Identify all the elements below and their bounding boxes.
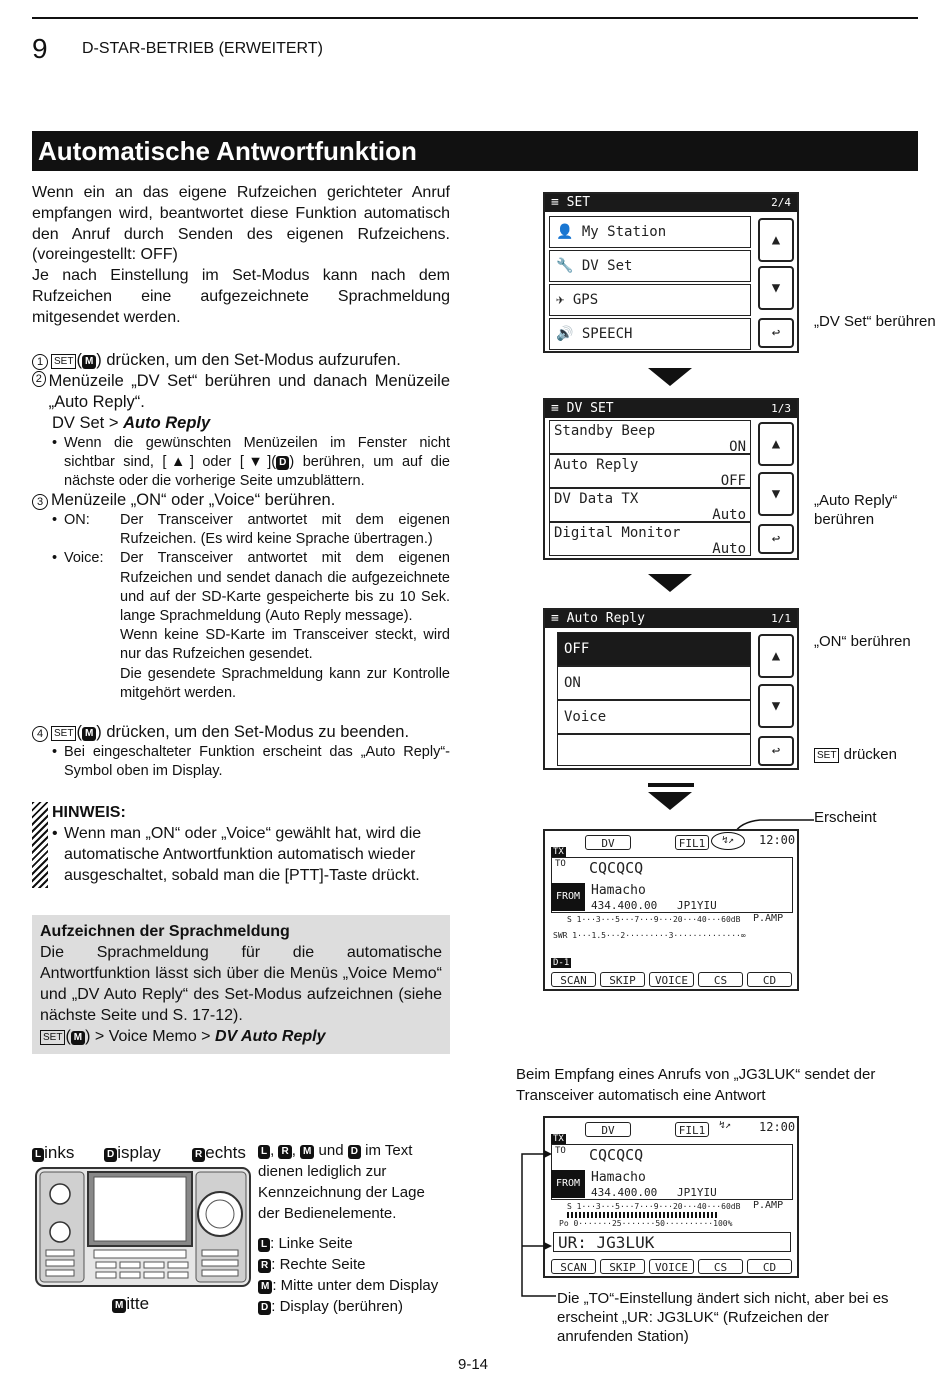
scroll-up-button[interactable]: ▲: [758, 634, 794, 678]
to-callsign: CQCQCQ: [589, 859, 644, 877]
call-box: [551, 857, 793, 913]
back-button[interactable]: ↩: [758, 524, 794, 554]
chapter-number: 9: [32, 33, 48, 64]
menu-item-dv-data-tx[interactable]: DV Data TX Auto: [549, 488, 751, 522]
callsign: JP1YIU: [677, 1186, 717, 1199]
cs-button[interactable]: CS: [698, 972, 743, 987]
option-voice[interactable]: Voice: [557, 700, 751, 734]
menu-item-standby-beep[interactable]: Standby Beep ON: [549, 420, 751, 454]
option-voice: • Voice: Der Transceiver antwortet mit dem eigenen Rufzeichen und sendet danach die aufgezeichnete und auf der SD-Karte gespeicherte bis zu 10 Sek. lange Sprachmeldung (Auto Reply message). Wenn keine SD-Karte im Transceiver steckt, wird nur das Rufzeichen gesendet. Die gesendete Sprachmeldung kann zur Kontrolle mitgehört werden.: [52, 550, 450, 701]
to-callsign: CQCQCQ: [589, 1146, 644, 1164]
top-rule: [32, 17, 918, 19]
label-display: D isplay: [104, 1143, 161, 1163]
caption-auto-reply: „Auto Reply“ berühren: [814, 492, 898, 528]
legend-item-d: : Display (berühren): [271, 1298, 403, 1315]
menu-item-my-station[interactable]: 👤 My Station: [549, 216, 751, 248]
section-title: Automatische Antwortfunktion: [32, 131, 918, 171]
ur-callsign: UR: JG3LUK: [553, 1232, 791, 1252]
cs-button[interactable]: CS: [698, 1259, 743, 1274]
caption-set: SET drücken: [814, 745, 897, 764]
callsign: JP1YIU: [677, 899, 717, 912]
menu-item-speech[interactable]: 🔊 SPEECH: [549, 318, 751, 350]
chapter-title: D-STAR-BETRIEB (ERWEITERT): [82, 40, 323, 57]
step-number: 3: [32, 494, 48, 510]
legend-item-l: : Linke Seite: [270, 1235, 353, 1252]
step-number: 4: [32, 726, 48, 742]
screen-dv-set-menu: ≡ DV SET 1/3 Standby Beep ON Auto Reply OFF DV Data TX Auto Digital Monitor Auto ▲ ▼ ↩: [543, 398, 799, 560]
option-empty: [557, 734, 751, 766]
mode-indicator: DV: [585, 1122, 631, 1137]
screen-set-menu: ≡ SET 2/4 👤 My Station 🔧 DV Set ✈ GPS 🔊 SPEECH ▲ ▼ ↩: [543, 192, 799, 353]
cd-button[interactable]: CD: [747, 972, 792, 987]
recording-path-bold: DV Auto Reply: [214, 1028, 326, 1045]
intro-paragraph-2: Je nach Einstellung im Set-Modus kann nach dem Rufzeichen eine aufgezeichnete Sprachmeldung mitgesendet werden.: [32, 267, 450, 326]
step-3: [32, 490, 450, 703]
transceiver-front-panel-icon: [34, 1166, 252, 1292]
label-mitte: M itte: [112, 1294, 149, 1314]
frequency: 434.400.00: [591, 1186, 658, 1199]
tx-indicator: TX: [553, 847, 564, 857]
legend-text: L , R , M und D im Text dienen lediglich zur Kennzeichnung der Lage der Bedienelemente. L : Linke Seite R : Rechte Seite M : Mitte unter dem Display D : Display (berühren): [258, 1142, 439, 1315]
cd-button[interactable]: CD: [747, 1259, 792, 1274]
step-1: 1 SET ( M ) drücken, um den Set-Modus aufzurufen.: [32, 350, 450, 371]
down-arrow-icon: [648, 792, 692, 810]
down-arrow-icon: ▼: [243, 454, 268, 471]
option-on: • ON: Der Transceiver antwortet mit dem eigenen Rufzeichen. (Es wird keine Sprache übertragen.): [52, 512, 450, 548]
note-hatch-icon: [32, 802, 48, 888]
filter-indicator: FIL1: [675, 1122, 709, 1137]
clock: 12:00: [759, 833, 796, 847]
scroll-down-button[interactable]: ▼: [758, 684, 794, 728]
from-name: Hamacho: [591, 883, 646, 898]
scan-button[interactable]: SCAN: [551, 1259, 596, 1274]
screen-header: Auto Reply: [566, 611, 645, 626]
scroll-down-button[interactable]: ▼: [758, 472, 794, 516]
step-4: 4 SET ( M ) drücken, um den Set-Modus zu beenden. • Bei eingeschalteter Funktion erscheint das „Auto Reply“-Symbol oben im Display.: [32, 722, 450, 781]
screen-ur-display: DV FIL1 ↯↗ 12:00 TX TO CQCQCQ FROM Hamacho 434.400.00 JP1YIU S 1···3···5···7···9···20···40···60dB P.AMP Po 0·······25·······50··········100% UR: JG3LUK SCAN SKIP VOICE CS CD: [543, 1116, 799, 1278]
intro-paragraph: Wenn ein an das eigene Rufzeichen gerichteter Anruf empfangen wird, beantwortet diese Funktion automatisch den Anruf durch Senden des eigenen Rufzeichens. (voreingestellt: OFF): [32, 184, 450, 264]
frequency: 434.400.00: [591, 899, 658, 912]
back-button[interactable]: ↩: [758, 736, 794, 766]
label-rechts: R echts: [192, 1143, 246, 1163]
note-title: HINWEIS:: [52, 804, 126, 821]
set-key-icon: SET: [51, 354, 76, 369]
m-key-icon: M: [82, 355, 96, 369]
double-arrow-bar: [648, 783, 694, 787]
signal-meter: [567, 1212, 717, 1218]
note-block: HINWEIS: • Wenn man „ON“ oder „Voice“ gewählt hat, wird die automatische Antwortfunktion automatisch wieder ausgeschaltet, sobald man die [PTT]-Taste drückt.: [52, 802, 450, 886]
set-key-icon: SET: [40, 1030, 65, 1045]
step-text: Menüzeile „DV Set“ berühren und danach Menüzeile „Auto Reply“.: [48, 372, 450, 411]
step-number: 1: [32, 354, 48, 370]
filter-indicator: FIL1: [675, 835, 709, 850]
menu-item-auto-reply[interactable]: Auto Reply OFF: [549, 454, 751, 488]
scroll-up-button[interactable]: ▲: [758, 422, 794, 466]
set-key-icon: SET: [814, 748, 839, 763]
mode-indicator: DV: [585, 835, 631, 850]
recording-text: Die Sprachmeldung für die automatische Antwortfunktion lässt sich über die Menüs „Voice Memo“ und „DV Auto Reply“ des Set-Modus aufzeichnen (siehe nächste Seite und S. 17-12).: [40, 944, 442, 1024]
caption-dv-set: „DV Set“ berühren: [814, 313, 936, 330]
skip-button[interactable]: SKIP: [600, 1259, 645, 1274]
caption-on: „ON“ berühren: [814, 633, 911, 650]
m-key-icon: M: [71, 1031, 85, 1045]
screen-main-display: DV FIL1 ↯↗ 12:00 TX TO CQCQCQ FROM Hamacho 434.400.00 JP1YIU S 1···3···5···7···9···20···40···60dB P.AMP SWR 1···1.5···2·········3··············∞ D-1 SCAN SKIP VOICE CS CD: [543, 829, 799, 991]
recording-title: Aufzeichnen der Sprachmeldung: [40, 923, 290, 940]
from-name: Hamacho: [591, 1170, 646, 1185]
up-arrow-icon: ▲: [166, 454, 190, 471]
menu-path: DV Set >: [52, 414, 124, 432]
option-off[interactable]: OFF: [557, 632, 751, 666]
call-box: [551, 1144, 793, 1200]
step-text: ) drücken, um den Set-Modus zu beenden.: [96, 723, 410, 741]
menu-path-bold: Auto Reply: [123, 414, 211, 432]
d-key-icon: D: [276, 456, 289, 470]
back-button[interactable]: ↩: [758, 318, 794, 348]
scroll-up-button[interactable]: ▲: [758, 218, 794, 262]
skip-button[interactable]: SKIP: [600, 972, 645, 987]
legend-item-r: : Rechte Seite: [271, 1256, 366, 1273]
menu-item-digital-monitor[interactable]: Digital Monitor Auto: [549, 522, 751, 556]
step-text: Menüzeile „ON“ oder „Voice“ berühren.: [51, 491, 336, 509]
bracket-pointer: [516, 1150, 556, 1300]
set-key-icon: SET: [51, 726, 76, 741]
step-2-bullet: • Wenn die gewünschten Menüzeilen im Fenster nicht sichtbar sind, [▲] oder [▼]( D ) berühren, um auf die nächste oder die vorherige Seite umzublättern.: [52, 435, 450, 490]
m-key-icon: M: [82, 727, 96, 741]
screen-header: DV SET: [566, 401, 614, 416]
legend-item-m: : Mitte unter dem Display: [272, 1277, 439, 1294]
screen-header: SET: [566, 195, 591, 210]
tx-indicator: TX: [553, 1134, 564, 1144]
scan-button[interactable]: SCAN: [551, 972, 596, 987]
voice-button[interactable]: VOICE: [649, 972, 694, 987]
option-on[interactable]: ON: [557, 666, 751, 700]
auto-reply-icon: ↯↗: [719, 1120, 732, 1131]
step-number: 2: [32, 371, 46, 387]
caption-erscheint: Erscheint: [814, 809, 877, 826]
down-arrow-icon: [648, 574, 692, 592]
caption-ur-explanation: Die „TO“-Einstellung ändert sich nicht, aber bei es erscheint „UR: JG3LUK“ (Rufzeichen der anrufenden Station): [557, 1290, 889, 1345]
screen-auto-reply-options: ≡ Auto Reply 1/1 OFF ON Voice ▲ ▼ ↩: [543, 608, 799, 770]
recording-box: Aufzeichnen der Sprachmeldung Die Sprachmeldung für die automatische Antwortfunktion lässt sich über die Menüs „Voice Memo“ und „DV Auto Reply“ des Set-Modus aufzeichnen (siehe nächste Seite und S. 17-12). SET ( M ) > Voice Memo > DV Auto Reply: [32, 915, 450, 1054]
step-2: [32, 371, 450, 492]
clock: 12:00: [759, 1120, 796, 1134]
caption-incoming-call: Beim Empfang eines Anrufs von „JG3LUK“ sendet der Transceiver automatisch eine Antwort: [516, 1066, 876, 1104]
menu-item-dv-set[interactable]: 🔧 DV Set: [549, 250, 751, 282]
down-arrow-icon: [648, 368, 692, 386]
step-text: ) drücken, um den Set-Modus aufzurufen.: [96, 351, 401, 369]
menu-item-gps[interactable]: ✈ GPS: [549, 284, 751, 316]
note-text: Wenn man „ON“ oder „Voice“ gewählt hat, wird die automatische Antwortfunktion automatisch wieder ausgeschaltet, sobald man die [PTT]-Taste drückt.: [64, 825, 422, 884]
page-number: 9-14: [458, 1356, 489, 1373]
auto-reply-icon: ↯↗: [711, 832, 745, 850]
label-links: L inks: [32, 1143, 74, 1163]
intro-block: [32, 183, 450, 329]
voice-button[interactable]: VOICE: [649, 1259, 694, 1274]
scroll-down-button[interactable]: ▼: [758, 266, 794, 310]
step-4-bullet: Bei eingeschalteter Funktion erscheint das „Auto Reply“-Symbol oben im Display.: [64, 744, 450, 780]
